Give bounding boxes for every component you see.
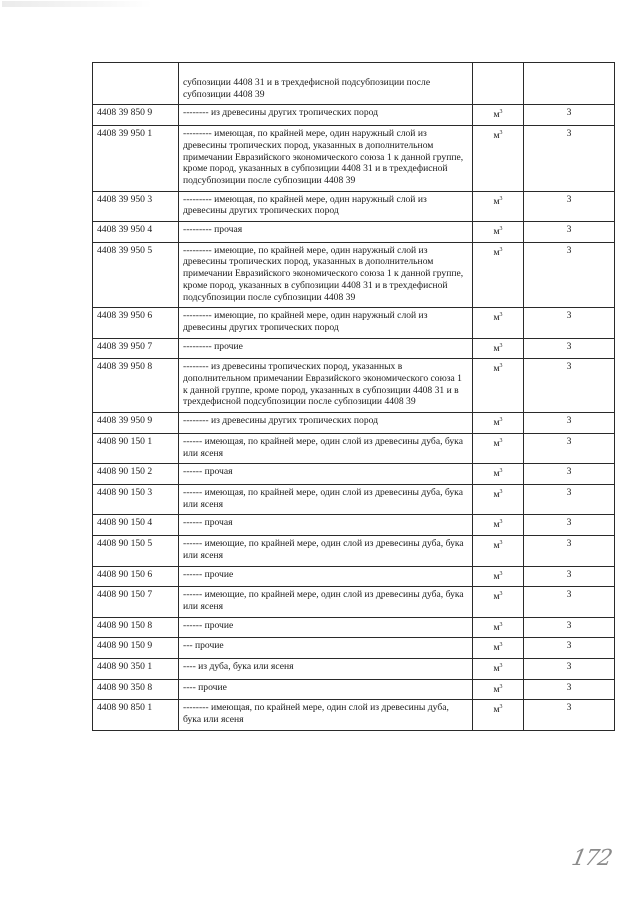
unit-exponent: 3 bbox=[499, 363, 503, 370]
rate-cell: 3 bbox=[524, 308, 615, 338]
unit-base: м bbox=[493, 437, 500, 449]
unit-cell bbox=[473, 338, 524, 359]
code-cell: 4408 39 950 7 bbox=[93, 338, 179, 359]
unit-exponent: 3 bbox=[499, 591, 503, 598]
code-cell: 4408 39 950 9 bbox=[93, 413, 179, 434]
rate-cell: 3 bbox=[524, 464, 615, 485]
rate-cell: 3 bbox=[524, 242, 615, 308]
unit-cell bbox=[473, 679, 524, 700]
unit-symbol bbox=[493, 682, 502, 696]
description-cell: --------- имеющая, по крайней мере, один наружный слой из древесины других тропических пород bbox=[179, 191, 473, 221]
description-cell: ------ прочая bbox=[179, 464, 473, 485]
table-row bbox=[93, 222, 615, 243]
unit-base: м bbox=[493, 663, 500, 675]
code-cell: 4408 39 950 5 bbox=[93, 242, 179, 308]
code-cell: 4408 90 150 7 bbox=[93, 587, 179, 617]
tariff-table bbox=[92, 62, 615, 731]
unit-base: м bbox=[493, 591, 500, 603]
unit-base: м bbox=[493, 540, 500, 552]
table-row bbox=[93, 308, 615, 338]
description-cell: ------ имеющие, по крайней мере, один слой из древесины дуба, бука или ясеня bbox=[179, 587, 473, 617]
code-cell: 4408 39 950 1 bbox=[93, 126, 179, 192]
unit-base: м bbox=[493, 226, 500, 238]
unit-exponent: 3 bbox=[499, 519, 503, 526]
unit-base: м bbox=[493, 468, 500, 480]
unit-exponent: 3 bbox=[499, 195, 503, 202]
unit-exponent: 3 bbox=[499, 468, 503, 475]
unit-base: м bbox=[493, 519, 500, 531]
unit-cell bbox=[473, 659, 524, 680]
table-row bbox=[93, 617, 615, 638]
unit-exponent: 3 bbox=[499, 663, 503, 670]
unit-exponent: 3 bbox=[499, 704, 503, 711]
description-cell: --- прочие bbox=[179, 638, 473, 659]
unit-cell bbox=[473, 359, 524, 413]
unit-exponent: 3 bbox=[499, 621, 503, 628]
table-row bbox=[93, 566, 615, 587]
unit-cell bbox=[473, 413, 524, 434]
unit-symbol bbox=[493, 640, 502, 654]
table-row bbox=[93, 679, 615, 700]
unit-cell bbox=[473, 464, 524, 485]
rate-cell: 3 bbox=[524, 413, 615, 434]
table-row bbox=[93, 587, 615, 617]
unit-cell bbox=[473, 536, 524, 566]
description-cell: ------ имеющая, по крайней мере, один слой из древесины дуба, бука или ясеня bbox=[179, 484, 473, 514]
rate-cell: 3 bbox=[524, 587, 615, 617]
unit-exponent: 3 bbox=[499, 246, 503, 253]
unit-symbol bbox=[493, 487, 502, 501]
unit-exponent: 3 bbox=[499, 312, 503, 319]
unit-base: м bbox=[493, 621, 500, 633]
unit-base: м bbox=[493, 570, 500, 582]
code-cell: 4408 90 150 2 bbox=[93, 464, 179, 485]
table-row bbox=[93, 126, 615, 192]
code-cell: 4408 90 150 4 bbox=[93, 515, 179, 536]
table-row bbox=[93, 359, 615, 413]
unit-symbol bbox=[493, 466, 502, 480]
unit-exponent: 3 bbox=[499, 130, 503, 137]
unit-symbol bbox=[493, 107, 502, 121]
rate-cell: 3 bbox=[524, 679, 615, 700]
unit-base: м bbox=[493, 312, 500, 324]
rate-cell: 3 bbox=[524, 126, 615, 192]
unit-symbol bbox=[493, 128, 502, 142]
description-cell: --------- прочие bbox=[179, 338, 473, 359]
unit-exponent: 3 bbox=[499, 437, 503, 444]
code-cell: 4408 90 150 3 bbox=[93, 484, 179, 514]
unit-exponent: 3 bbox=[499, 683, 503, 690]
code-cell: 4408 39 950 8 bbox=[93, 359, 179, 413]
table-row bbox=[93, 338, 615, 359]
unit-cell bbox=[473, 126, 524, 192]
unit-symbol bbox=[493, 310, 502, 324]
description-cell: ------ имеющие, по крайней мере, один слой из древесины дуба, бука или ясеня bbox=[179, 536, 473, 566]
rate-cell bbox=[524, 63, 615, 105]
unit-cell bbox=[473, 242, 524, 308]
description-cell: субпозиции 4408 31 и в трехдефисной подсубпозиции после субпозиции 4408 39 bbox=[179, 63, 473, 105]
table-row bbox=[93, 242, 615, 308]
code-cell: 4408 39 950 3 bbox=[93, 191, 179, 221]
unit-exponent: 3 bbox=[499, 642, 503, 649]
code-cell: 4408 90 150 9 bbox=[93, 638, 179, 659]
handwritten-page-number: 172 bbox=[569, 846, 614, 871]
rate-cell: 3 bbox=[524, 484, 615, 514]
rate-cell: 3 bbox=[524, 433, 615, 463]
unit-base: м bbox=[493, 488, 500, 500]
rate-cell: 3 bbox=[524, 359, 615, 413]
table-row bbox=[93, 484, 615, 514]
unit-symbol bbox=[493, 436, 502, 450]
table-row bbox=[93, 536, 615, 566]
code-cell: 4408 90 350 1 bbox=[93, 659, 179, 680]
description-cell: -------- имеющая, по крайней мере, один слой из древесины дуба, бука или ясеня bbox=[179, 700, 473, 730]
unit-symbol bbox=[493, 194, 502, 208]
unit-base: м bbox=[493, 683, 500, 695]
table-row bbox=[93, 659, 615, 680]
unit-base: м bbox=[493, 109, 500, 121]
code-cell: 4408 90 350 8 bbox=[93, 679, 179, 700]
unit-cell bbox=[473, 587, 524, 617]
description-cell: --------- имеющая, по крайней мере, один наружный слой из древесины тропических пород, указанных в дополнительном примечании Евразийского экономического союза 1 к данной группе, кроме пород, указанных в субпозиции 4408 31 и в трехдефисной подсубпозиции после субпозиции 4408 39 bbox=[179, 126, 473, 192]
rate-cell: 3 bbox=[524, 617, 615, 638]
unit-base: м bbox=[493, 246, 500, 258]
unit-cell bbox=[473, 617, 524, 638]
unit-symbol bbox=[493, 361, 502, 375]
rate-cell: 3 bbox=[524, 191, 615, 221]
rate-cell: 3 bbox=[524, 105, 615, 126]
rate-cell: 3 bbox=[524, 638, 615, 659]
unit-cell bbox=[473, 433, 524, 463]
table-row bbox=[93, 105, 615, 126]
unit-exponent: 3 bbox=[499, 488, 503, 495]
rate-cell: 3 bbox=[524, 566, 615, 587]
unit-cell bbox=[473, 222, 524, 243]
description-cell: ------ прочая bbox=[179, 515, 473, 536]
description-cell: -------- из древесины других тропических пород bbox=[179, 413, 473, 434]
code-cell: 4408 39 950 6 bbox=[93, 308, 179, 338]
code-cell: 4408 90 150 6 bbox=[93, 566, 179, 587]
description-cell: -------- из древесины других тропических пород bbox=[179, 105, 473, 126]
unit-symbol bbox=[493, 341, 502, 355]
rate-cell: 3 bbox=[524, 515, 615, 536]
unit-symbol bbox=[493, 538, 502, 552]
rate-cell: 3 bbox=[524, 222, 615, 243]
description-cell: ---- из дуба, бука или ясеня bbox=[179, 659, 473, 680]
scan-artifact bbox=[2, 1, 152, 7]
code-cell: 4408 90 850 1 bbox=[93, 700, 179, 730]
table-row-continuation bbox=[93, 63, 615, 105]
code-cell: 4408 39 950 4 bbox=[93, 222, 179, 243]
unit-symbol bbox=[493, 569, 502, 583]
code-cell bbox=[93, 63, 179, 105]
rate-cell: 3 bbox=[524, 536, 615, 566]
unit-exponent: 3 bbox=[499, 226, 503, 233]
unit-symbol bbox=[493, 517, 502, 531]
unit-cell bbox=[473, 638, 524, 659]
unit-symbol bbox=[493, 415, 502, 429]
unit-cell bbox=[473, 191, 524, 221]
unit-base: м bbox=[493, 417, 500, 429]
code-cell: 4408 39 850 9 bbox=[93, 105, 179, 126]
code-cell: 4408 90 150 8 bbox=[93, 617, 179, 638]
unit-exponent: 3 bbox=[499, 540, 503, 547]
table-row bbox=[93, 464, 615, 485]
unit-cell bbox=[473, 700, 524, 730]
unit-symbol bbox=[493, 589, 502, 603]
rate-cell: 3 bbox=[524, 700, 615, 730]
unit-exponent: 3 bbox=[499, 342, 503, 349]
description-cell: ------ прочие bbox=[179, 617, 473, 638]
table-row bbox=[93, 433, 615, 463]
description-cell: ------ прочие bbox=[179, 566, 473, 587]
unit-cell bbox=[473, 484, 524, 514]
unit-base: м bbox=[493, 704, 500, 716]
unit-exponent: 3 bbox=[499, 417, 503, 424]
code-cell: 4408 90 150 5 bbox=[93, 536, 179, 566]
unit-symbol bbox=[493, 245, 502, 259]
unit-base: м bbox=[493, 363, 500, 375]
unit-base: м bbox=[493, 195, 500, 207]
unit-symbol bbox=[493, 620, 502, 634]
table-row bbox=[93, 515, 615, 536]
unit-cell bbox=[473, 515, 524, 536]
table-row bbox=[93, 700, 615, 730]
description-cell: -------- из древесины тропических пород, указанных в дополнительном примечании Евразийского экономического союза 1 к данной группе, кроме пород, указанных в субпозиции 4408 31 и в трехдефисной подсубпозиции после субпозиции 4408 39 bbox=[179, 359, 473, 413]
table-row bbox=[93, 638, 615, 659]
rate-cell: 3 bbox=[524, 338, 615, 359]
unit-symbol bbox=[493, 661, 502, 675]
unit-base: м bbox=[493, 342, 500, 354]
unit-cell bbox=[473, 308, 524, 338]
description-cell: ------ имеющая, по крайней мере, один слой из древесины дуба, бука или ясеня bbox=[179, 433, 473, 463]
tariff-table-body bbox=[93, 63, 615, 731]
unit-base: м bbox=[493, 130, 500, 142]
description-cell: ---- прочие bbox=[179, 679, 473, 700]
table-row bbox=[93, 413, 615, 434]
description-cell: --------- прочая bbox=[179, 222, 473, 243]
code-cell: 4408 90 150 1 bbox=[93, 433, 179, 463]
unit-cell bbox=[473, 105, 524, 126]
description-cell: --------- имеющие, по крайней мере, один наружный слой из древесины тропических пород, указанных в дополнительном примечании Евразийского экономического союза 1 к данной группе, кроме пород, указанных в субпозиции 4408 31 и в трехдефисной подсубпозиции после субпозиции 4408 39 bbox=[179, 242, 473, 308]
unit-cell bbox=[473, 566, 524, 587]
table-row bbox=[93, 191, 615, 221]
unit-base: м bbox=[493, 642, 500, 654]
unit-symbol bbox=[493, 702, 502, 716]
unit-exponent: 3 bbox=[499, 570, 503, 577]
unit-cell bbox=[473, 63, 524, 105]
unit-symbol bbox=[493, 224, 502, 238]
unit-exponent: 3 bbox=[499, 109, 503, 116]
description-cell: --------- имеющие, по крайней мере, один наружный слой из древесины других тропических пород bbox=[179, 308, 473, 338]
rate-cell: 3 bbox=[524, 659, 615, 680]
